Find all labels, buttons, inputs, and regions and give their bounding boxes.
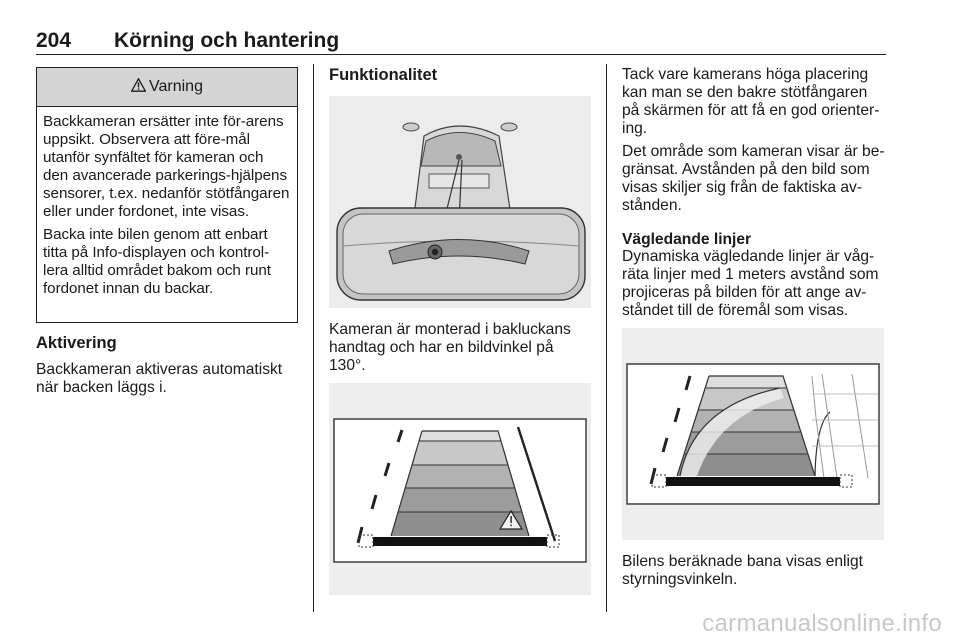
functionality-caption: Kameran är monterad i bakluckans handtag och har en bildvinkel på 130°. — [329, 321, 571, 374]
column-divider-left — [313, 64, 314, 612]
watermark: carmanualsonline.info — [702, 610, 942, 637]
guide-lines-text: Dynamiska vägledande linjer är våg-räta linjer med 1 meters avstånd som projiceras på bilden för att ange av-ståndet till de föremål som visas. — [622, 248, 879, 319]
functionality-heading: Funktionalitet — [329, 66, 438, 84]
page-header — [36, 28, 886, 55]
warning-title: Varning — [149, 78, 203, 95]
camera-location-illustration — [329, 96, 591, 308]
warning-paragraph-1: Backkameran ersätter inte för-arens uppsikt. Observera att före-mål utanför synfältet för kameran och den avancerade parkerings-hjälpens sensorer, t.ex. nedanför stötfångaren eller under fordonet, inte visas. — [43, 113, 290, 220]
activation-heading: Aktivering — [36, 334, 117, 352]
trajectory-caption: Bilens beräknade bana visas enligt styrningsvinkeln. — [622, 553, 863, 588]
dynamic-guide-lines-illustration — [622, 328, 884, 540]
page-number: 204 — [36, 29, 72, 52]
activation-text: Backkameran aktiveras automatiskt när backen läggs i. — [36, 361, 283, 396]
warning-triangle-icon — [131, 78, 146, 97]
column-divider-right — [606, 64, 607, 612]
warning-header — [37, 68, 297, 107]
chapter-title: Körning och hantering — [114, 29, 340, 52]
guide-lines-heading: Vägledande linjer — [622, 231, 752, 248]
right-paragraph-1: Tack vare kamerans höga placering kan man se den bakre stötfångaren på skärmen för att få en god orienter-ing. — [622, 66, 880, 137]
warning-paragraph-2: Backa inte bilen genom att enbart titta på Info-displayen och kontrol-lera alltid området bakom och runt fordonet innan du backar. — [43, 226, 271, 297]
right-paragraph-2: Det område som kameran visar är be-gränsat. Avstånden på den bild som visas skiljer sig från de faktiska av-stånden. — [622, 143, 885, 214]
parking-display-illustration — [329, 383, 591, 595]
warning-box — [36, 67, 298, 323]
